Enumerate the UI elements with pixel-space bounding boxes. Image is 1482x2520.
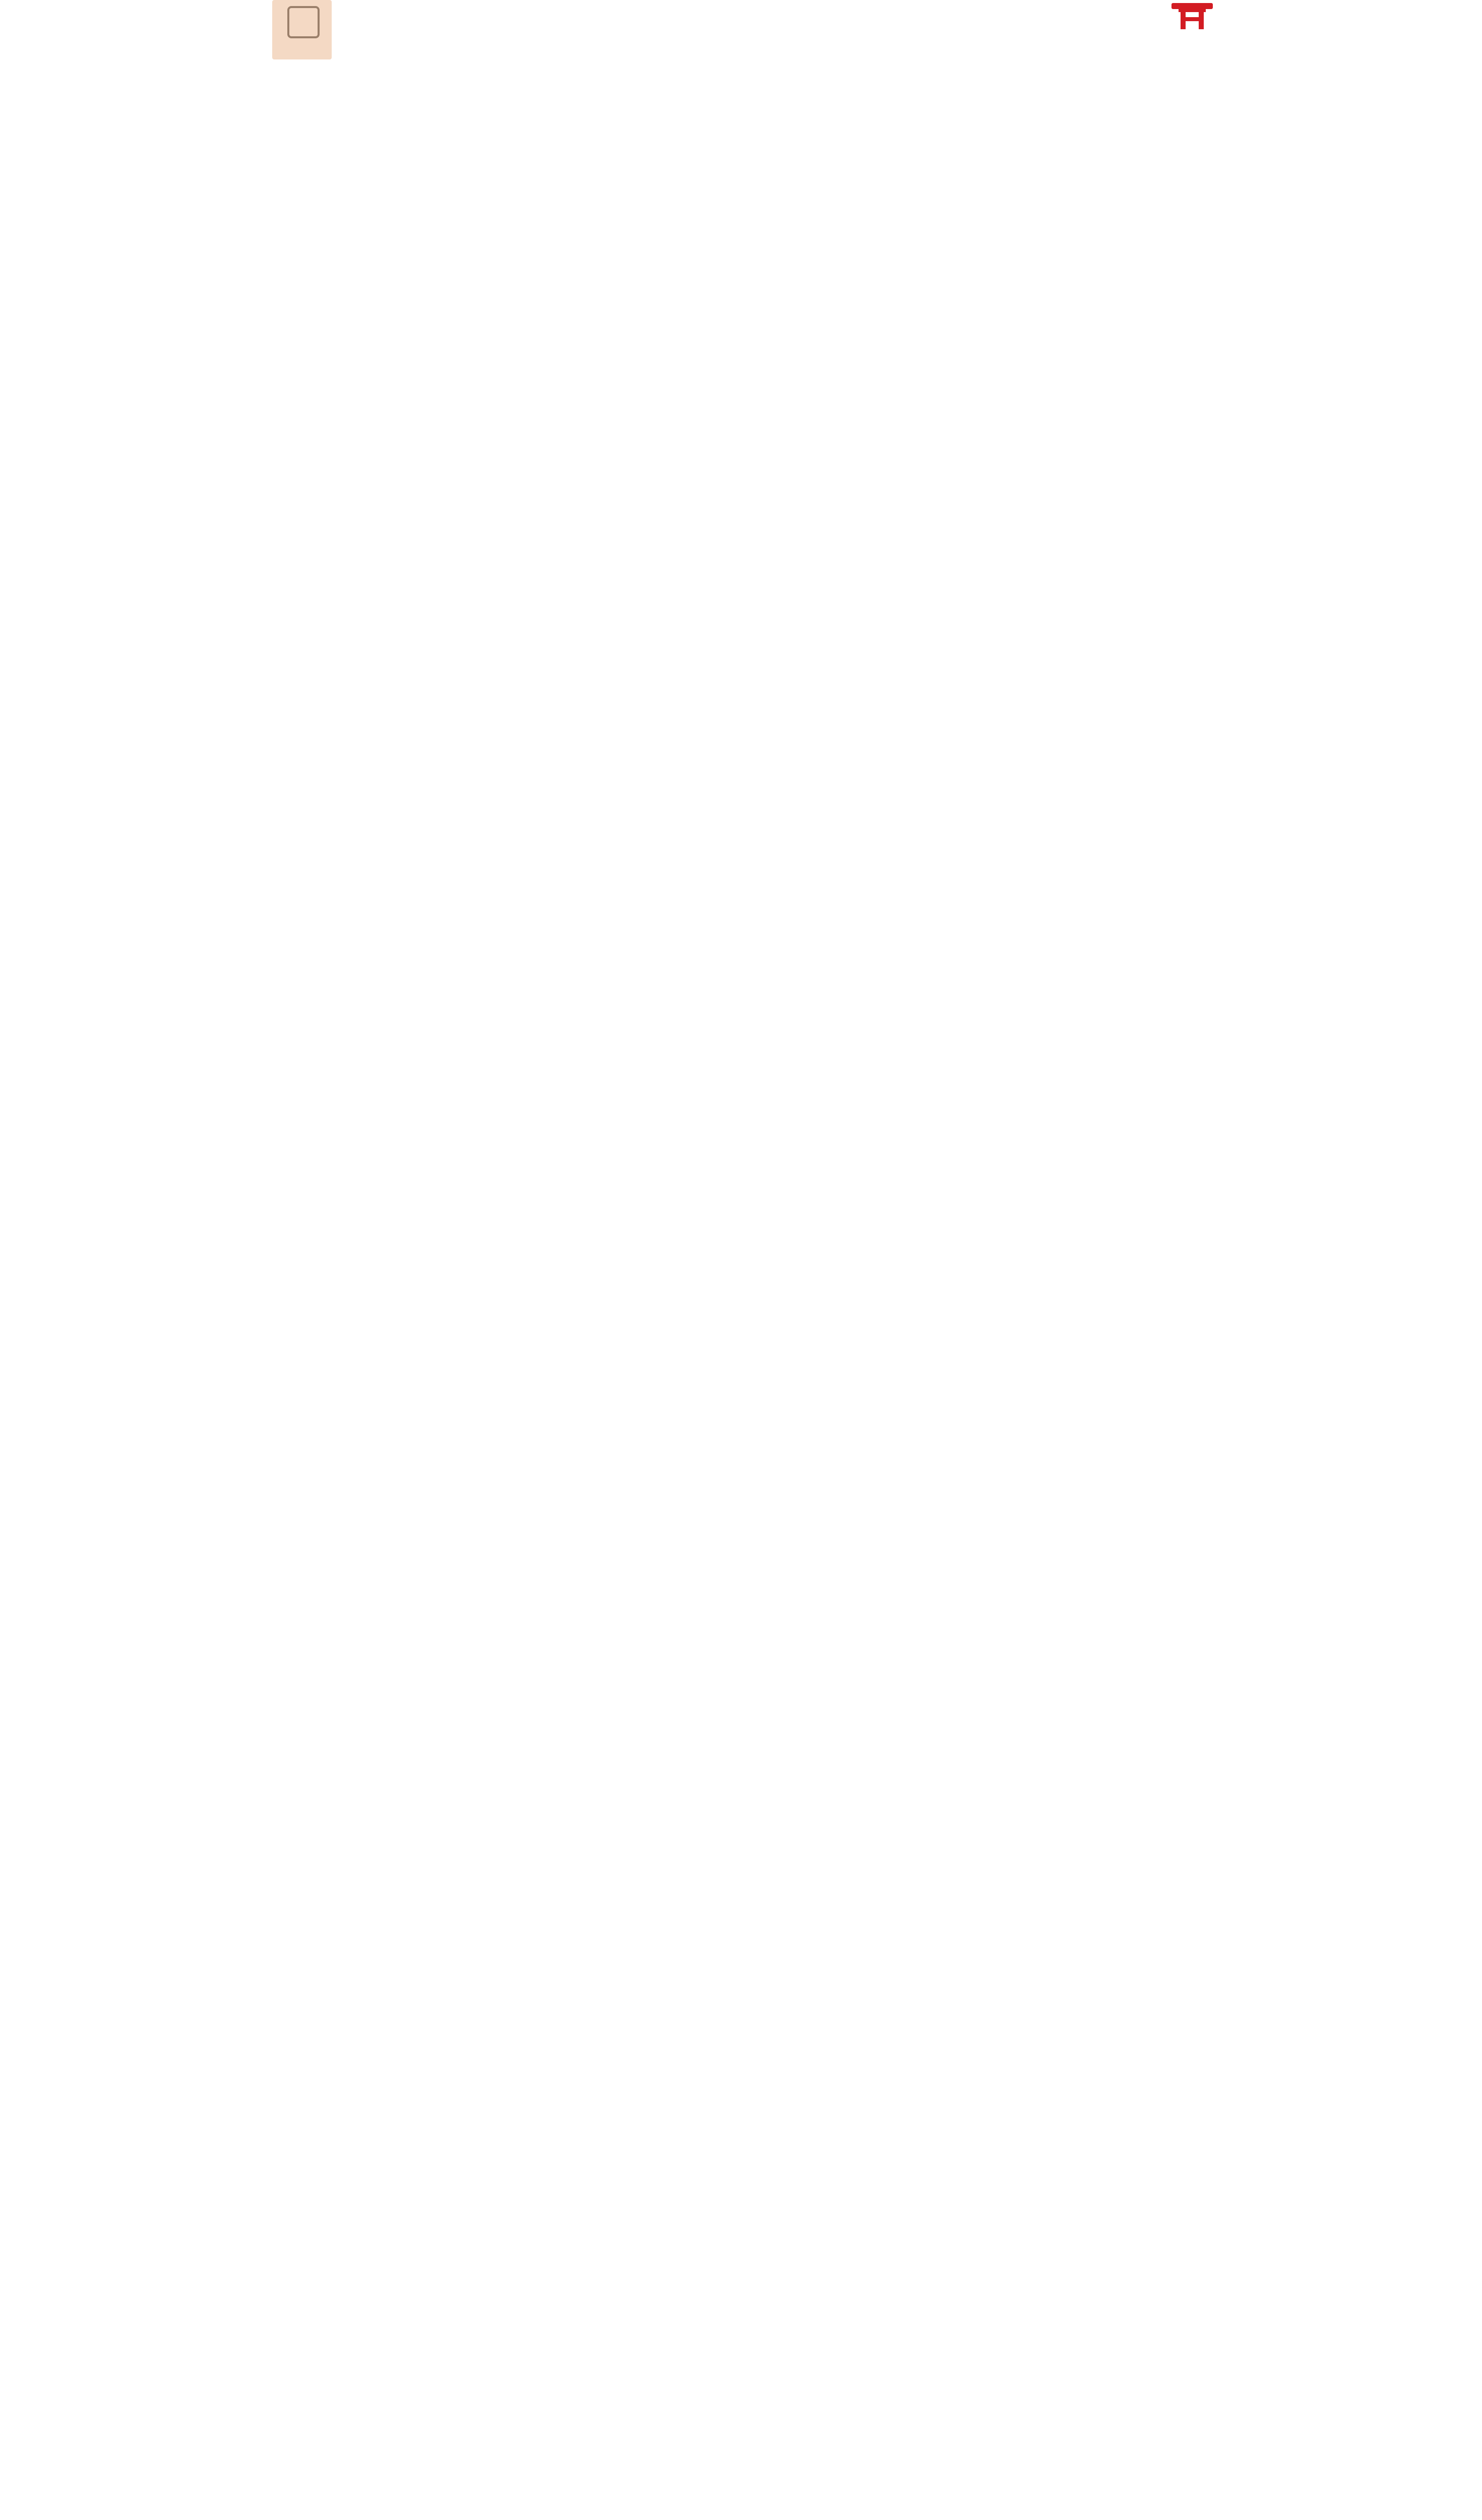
hungry-hub-icon <box>1164 1 1220 31</box>
hungry-hub-wordmark <box>1164 29 1220 44</box>
hungry-hub-logo <box>1164 1 1220 61</box>
restaurant-logo <box>272 0 332 59</box>
bowl-icon <box>287 6 320 38</box>
menu-header <box>272 0 1220 66</box>
